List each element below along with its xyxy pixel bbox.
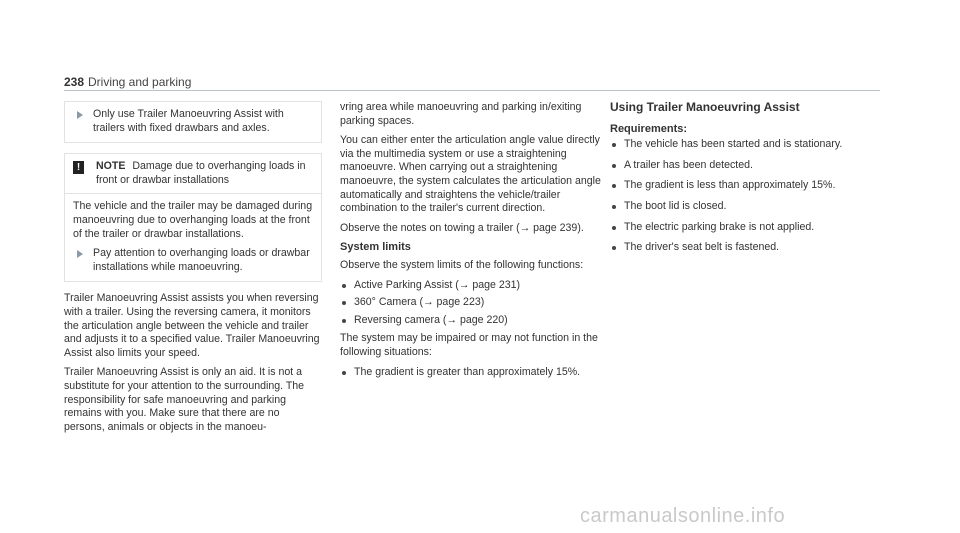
- notice-step: [73, 247, 313, 274]
- section-title: Driving and parking: [88, 75, 192, 89]
- list-item: The boot lid is closed.: [610, 200, 880, 214]
- watermark: carmanualsonline.info: [580, 505, 786, 527]
- articulation-paragraph: You can either enter the articulation angle value directly via the multimedia system or use a straightening manoeuvre. When carrying out a straightening manoeuvre, the system calculates the articulation angle automatically and straightens the vehicle/trailer combination to the trailer's current direction.: [340, 134, 601, 215]
- column-left: [64, 101, 322, 440]
- system-limits-heading: System limits: [340, 241, 411, 254]
- list-item: A trailer has been detected.: [610, 159, 880, 173]
- section-heading: Using Trailer Manoeuvring Assist: [610, 100, 800, 114]
- list-item: The electric parking brake is not applied.: [610, 221, 880, 235]
- step-arrow-icon: [77, 250, 83, 258]
- step-text: Only use Trailer Manoeuvring Assist with trailers with fixed drawbars and axles.: [93, 108, 284, 134]
- list-item: The vehicle has been started and is stationary.: [610, 138, 880, 152]
- warning-exclamation-icon: !: [73, 161, 84, 174]
- requirements-list: [610, 138, 880, 255]
- aid-paragraph: Trailer Manoeuvring Assist is only an aid. It is not a substitute for your attention to the surrounding. The responsibility for safe manoeuvring and parking remains with you. Make sure that there are no persons, animals or objects in the manoeu-: [64, 366, 305, 433]
- instruction-box: [64, 101, 322, 143]
- limits-intro: Observe the system limits of the following functions:: [340, 258, 584, 271]
- step-arrow-icon: [77, 111, 83, 119]
- column-middle: [340, 101, 602, 384]
- list-item: The gradient is greater than approximately 15%.: [340, 366, 602, 380]
- notice-header: [73, 160, 313, 187]
- notice-body: [65, 193, 321, 274]
- requirements-label: Requirements:: [610, 122, 688, 135]
- notice-step-text: Pay attention to overhanging loads or drawbar installations while manoeuvring.: [93, 247, 310, 273]
- list-item: Reversing camera (→ page 220): [340, 314, 602, 328]
- limits-list: [340, 279, 602, 328]
- intro-paragraph: Trailer Manoeuvring Assist assists you when reversing with a trailer. Using the reversing camera, it monitors the articulation angle between the vehicle and trailer and adjusts it to a specified value. Trailer Manoeuvring Assist also limits your speed.: [64, 292, 320, 359]
- list-item: The gradient is less than approximately 15%.: [610, 179, 880, 193]
- notice-title: Damage due to overhanging loads in front or drawbar installations: [96, 160, 306, 186]
- list-item: 360° Camera (→ page 223): [340, 296, 602, 310]
- column-right: [610, 101, 880, 262]
- notice-text: The vehicle and the trailer may be damaged during manoeuvring due to overhanging loads at the front of the trailer or drawbar installations.: [73, 200, 313, 240]
- impaired-list: [340, 366, 602, 380]
- notice-label: NOTE: [96, 160, 126, 173]
- towing-notes-paragraph: Observe the notes on towing a trailer (→ page 239).: [340, 221, 584, 234]
- impaired-intro: The system may be impaired or may not function in the following situations:: [340, 332, 598, 358]
- list-item: Active Parking Assist (→ page 231): [340, 279, 602, 293]
- notice-box: [64, 153, 322, 282]
- continued-paragraph: vring area while manoeuvring and parking in/exiting parking spaces.: [340, 101, 582, 127]
- instruction-step: [73, 108, 313, 135]
- list-item: The driver's seat belt is fastened.: [610, 241, 880, 255]
- page-header: [64, 74, 880, 91]
- page-number: 238: [64, 75, 85, 89]
